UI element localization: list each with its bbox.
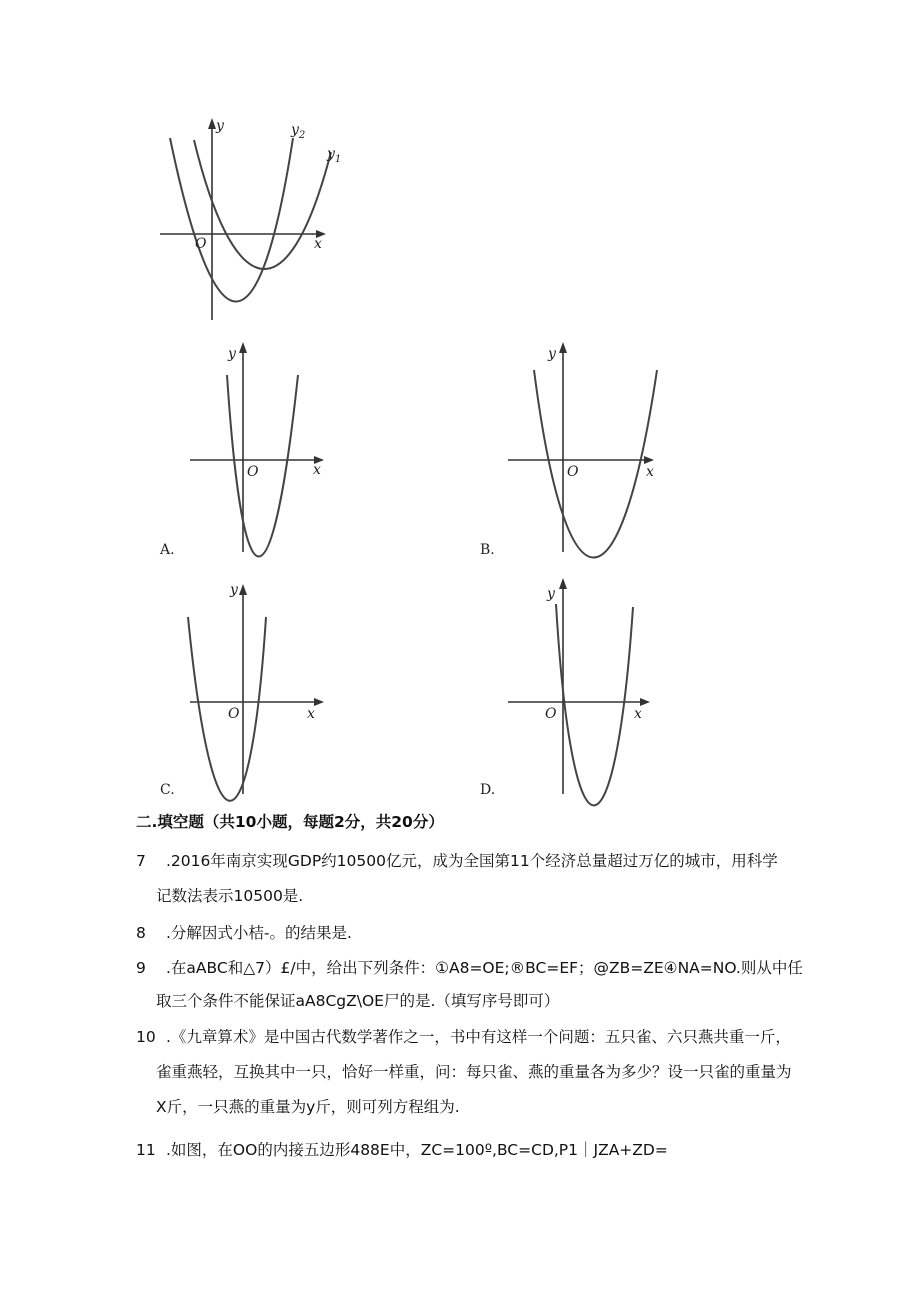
y-axis-arrow-icon xyxy=(239,584,247,595)
y-axis-label: y xyxy=(548,346,556,362)
origin-label: O xyxy=(195,236,207,252)
question-9 xyxy=(136,958,803,978)
y-axis-arrow-icon xyxy=(559,342,567,353)
question-10-continued-1: 雀重燕轻，互换其中一只，恰好一样重，问：每只雀、燕的重量各为多少？设一只雀的重量为 xyxy=(156,1063,792,1081)
option-b-parabola xyxy=(534,370,657,558)
section-2-title: 二.填空题（共10小题，每题2分，共20分） xyxy=(136,813,444,831)
curve-y2-label: $y_2$ xyxy=(291,122,306,141)
question-8 xyxy=(136,923,352,943)
option-d-parabola xyxy=(556,604,633,805)
question-number: 7 xyxy=(136,852,146,870)
x-axis-label: x xyxy=(646,464,654,480)
y-axis-label: y xyxy=(547,586,555,602)
question-9-continued: 取三个条件不能保证aA8CgZ\OE尸的是.（填写序号即可） xyxy=(156,992,560,1010)
option-c-parabola xyxy=(188,617,266,801)
option-d-letter: D. xyxy=(480,782,496,798)
figure-two-parabolas xyxy=(150,110,350,325)
parabola-y1 xyxy=(194,140,331,269)
option-a-figure xyxy=(150,330,350,560)
x-axis-label: x xyxy=(314,236,322,252)
question-number: 8 xyxy=(136,924,146,942)
question-7 xyxy=(136,851,778,871)
origin-label: O xyxy=(247,464,259,480)
y-axis-arrow-icon xyxy=(239,342,247,353)
parabola-y2 xyxy=(170,138,293,302)
option-c-letter: C. xyxy=(160,782,175,798)
question-number: 9 xyxy=(136,959,146,977)
x-axis-arrow-icon xyxy=(644,456,654,464)
question-11 xyxy=(136,1140,668,1160)
question-text: .《九章算术》是中国古代数学著作之一，书中有这样一个问题：五只雀、六只燕共重一斤， xyxy=(166,1028,791,1046)
origin-label: O xyxy=(567,464,579,480)
option-b-figure xyxy=(470,330,670,560)
option-b-letter: B. xyxy=(480,542,495,558)
option-c-figure xyxy=(150,572,350,802)
question-text: .分解因式小桔-。的结果是. xyxy=(166,924,352,942)
option-a-letter: A. xyxy=(160,542,175,558)
y-axis-label: y xyxy=(216,118,224,134)
y-axis-label: y xyxy=(228,346,236,362)
question-10 xyxy=(136,1027,791,1047)
option-d-figure xyxy=(470,572,670,802)
question-text: .2016年南京实现GDP约10500亿元，成为全国第11个经济总量超过万亿的城市，用科学 xyxy=(166,852,778,870)
x-axis-label: x xyxy=(307,706,315,722)
x-axis-label: x xyxy=(313,462,321,478)
origin-label: O xyxy=(545,706,557,722)
question-10-continued-2: X斤，一只燕的重量为y斤，则可列方程组为. xyxy=(156,1098,460,1116)
option-a-parabola xyxy=(227,375,298,557)
question-number: 11 xyxy=(136,1141,156,1159)
question-number: 10 xyxy=(136,1028,156,1046)
question-text: .在aABC和△7）£/中，给出下列条件：①A8=OE;®BC=EF；@ZB=ZE④NA=NO.则从中任 xyxy=(166,959,803,977)
question-text: .如图，在OO的内接五边形488E中，ZC=100º,BC=CD,P1｜JZA+ZD= xyxy=(166,1141,668,1159)
y-axis-label: y xyxy=(230,582,238,598)
x-axis-arrow-icon xyxy=(640,698,650,706)
curve-y1-label: $y_1$ xyxy=(327,146,342,165)
question-7-continued: 记数法表示10500是. xyxy=(156,887,304,905)
origin-label: O xyxy=(228,706,240,722)
y-axis-arrow-icon xyxy=(208,118,216,129)
x-axis-label: x xyxy=(634,706,642,722)
y-axis-arrow-icon xyxy=(559,578,567,589)
x-axis-arrow-icon xyxy=(314,698,324,706)
